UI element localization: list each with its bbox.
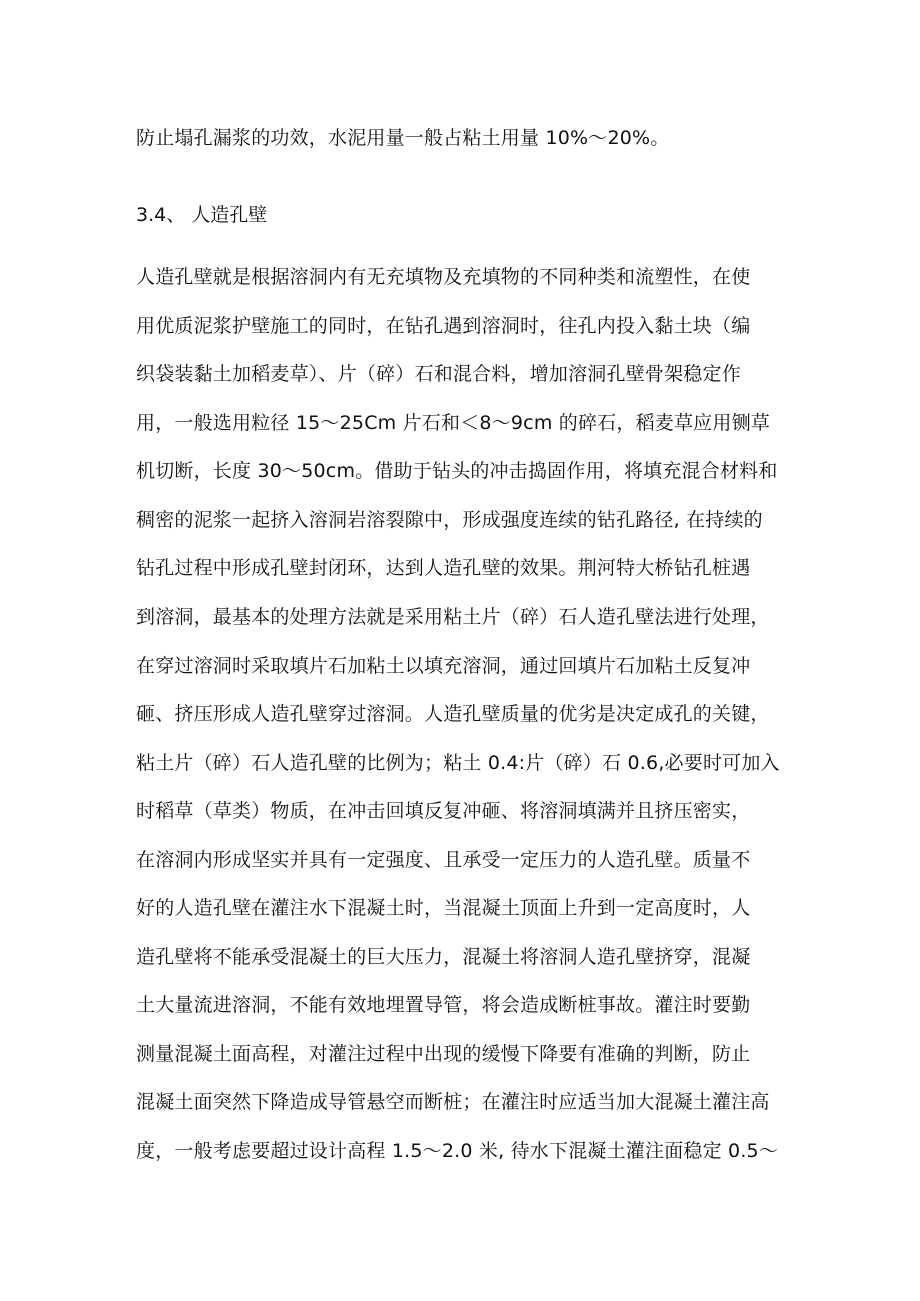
body-line: 土大量流进溶洞，不能有效地埋置导管，将会造成断桩事故。灌注时要勤 <box>136 994 751 1016</box>
body-line: 在穿过溶洞时采取填片石加粘土以填充溶洞，通过回填片石加粘土反复冲 <box>136 655 751 677</box>
body-line: 时稻草（草类）物质，在冲击回填反复冲砸、将溶洞填满并且挤压密实， <box>136 800 751 822</box>
body-line: 造孔壁将不能承受混凝土的巨大压力，混凝土将溶洞人造孔壁挤穿，混凝 <box>136 946 751 968</box>
body-line: 机切断，长度 30～50cm。借助于钻头的冲击捣固作用，将填充混合材料和 <box>136 460 778 482</box>
body-line: 在溶洞内形成坚实并具有一定强度、且承受一定压力的人造孔壁。质量不 <box>136 849 751 871</box>
body-line: 用，一般选用粒径 15～25Cm 片石和＜8～9cm 的碎石，稻麦草应用铡草 <box>136 412 770 434</box>
body-line: 测量混凝土面高程，对灌注过程中出现的缓慢下降要有准确的判断，防止 <box>136 1043 751 1065</box>
body-line: 到溶洞，最基本的处理方法就是采用粘土片（碎）石人造孔壁法进行处理， <box>136 606 770 628</box>
body-line: 混凝土面突然下降造成导管悬空而断桩；在灌注时应适当加大混凝土灌注高 <box>136 1091 770 1113</box>
body-line: 钻孔过程中形成孔壁封闭环，达到人造孔壁的效果。荆河特大桥钻孔桩遇 <box>136 557 751 579</box>
body-line: 度，一般考虑要超过设计高程 1.5～2.0 米, 待水下混凝土灌注面稳定 0.5～ <box>136 1140 779 1162</box>
body-line: 织袋装黏土加稻麦草）、片（碎）石和混合料，增加溶洞孔壁骨架稳定作 <box>136 363 741 385</box>
body-line: 砸、挤压形成人造孔壁穿过溶洞。人造孔壁质量的优劣是决定成孔的关键， <box>136 703 770 725</box>
body-line: 粘土片（碎）石人造孔壁的比例为；粘土 0.4:片（碎）石 0.6,必要时可加入 <box>136 752 780 774</box>
body-line: 用优质泥浆护壁施工的同时，在钻孔遇到溶洞时，往孔内投入黏土块（编 <box>136 315 751 337</box>
body-line: 稠密的泥浆一起挤入溶洞岩溶裂隙中，形成强度连续的钻孔路径, 在持续的 <box>136 509 763 531</box>
intro-paragraph-line: 防止塌孔漏浆的功效，水泥用量一般占粘土用量 10%～20%。 <box>136 127 670 149</box>
body-line: 人造孔壁就是根据溶洞内有无充填物及充填物的不同种类和流塑性，在使 <box>136 266 751 288</box>
body-line: 好的人造孔壁在灌注水下混凝土时，当混凝土顶面上升到一定高度时，人 <box>136 897 751 919</box>
section-heading: 3.4、 人造孔壁 <box>136 204 268 226</box>
